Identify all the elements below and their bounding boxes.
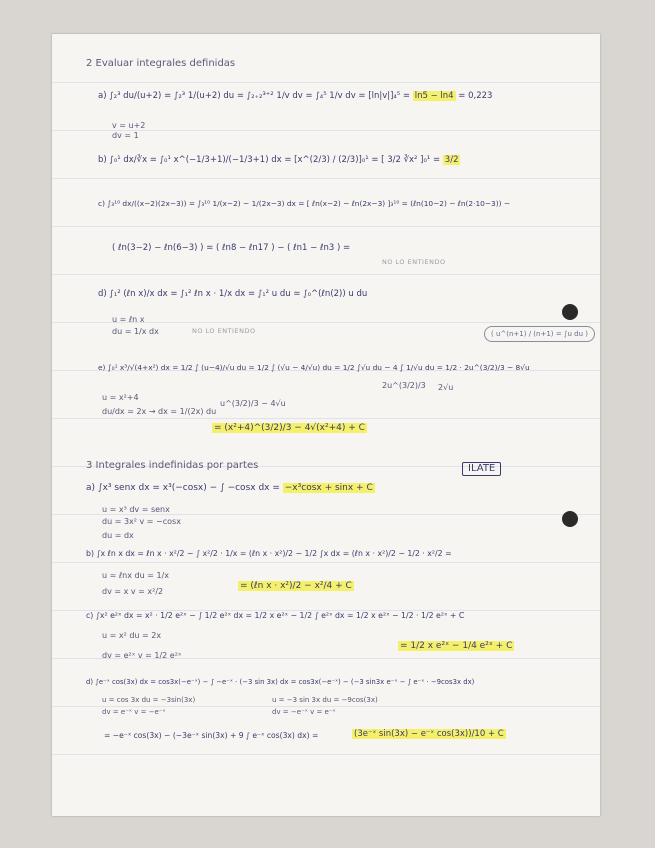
parts-c-result-wrap: [398, 640, 514, 652]
parts-a-sub1: u = x³ dv = senx: [102, 505, 170, 514]
parts-b-sub1: u = ℓnx du = 1/x: [102, 571, 169, 580]
exercise-a-sub1: v = u+2: [112, 121, 146, 130]
exercise-b-line: [98, 154, 460, 166]
parts-d-line: d) ∫e⁻ˣ cos(3x) dx = cos3x(−e⁻ˣ) − ∫ −e⁻ˣ · (−3 sin 3x) dx = cos3x(−e⁻ˣ) − (−3 sin3x e⁻ˣ − ∫ e⁻ˣ · −9cos3x dx): [86, 678, 475, 686]
parts-a-sub2: du = 3x² v = −cosx: [102, 517, 181, 526]
parts-d-result: (3e⁻ˣ sin(3x) − e⁻ˣ cos(3x))/10 + C: [354, 729, 504, 739]
parts-c-line: c) ∫x² e²ˣ dx = x² · 1/2 e²ˣ − ∫ 1/2 e²ˣ dx = 1/2 x e²ˣ − 1/2 ∫ e²ˣ dx = 1/2 x e²ˣ − 1/2 · 1/2 e²ˣ + C: [86, 611, 465, 620]
binder-hole-bottom: [562, 511, 578, 527]
exercise-e-mid1: 2u^(3/2)/3: [382, 381, 426, 390]
section-3-title: 3 Integrales indefinidas por partes: [86, 460, 259, 471]
ilate-box: ILATE: [462, 462, 501, 476]
parts-d-line2: = −e⁻ˣ cos(3x) − (−3e⁻ˣ sin(3x) + 9 ∫ e⁻ˣ cos(3x) dx) =: [104, 731, 319, 740]
exercise-b-result: 3/2: [444, 155, 459, 165]
exercise-c-line2: ( ℓn(3−2) − ℓn(6−3) ) = ( ℓn8 − ℓn17 ) − ( ℓn1 − ℓn3 ) =: [112, 243, 351, 253]
exercise-a-tail: = 0,223: [458, 91, 493, 101]
exercise-a-sub2: dv = 1: [112, 131, 139, 140]
parts-d-result-wrap: [352, 728, 506, 740]
binder-hole-top: [562, 304, 578, 320]
exercise-e-line: e) ∫₀¹ x³/√(4+x²) dx = 1/2 ∫ (u−4)/√u du = 1/2 ∫ (√u − 4/√u) du = 1/2 ∫√u du − 4 ∫ 1/√u du = 1/2 · 2u^(3/2)/3 − 8√u: [98, 363, 530, 372]
parts-a-expression: a) ∫x³ senx dx = x³(−cosx) − ∫ −cosx dx =: [86, 483, 280, 493]
exercise-e-mid2: 2√u: [438, 383, 454, 392]
parts-d-sub4: dv = −e⁻ˣ v = e⁻ˣ: [272, 708, 336, 716]
exercise-e-result: [212, 422, 367, 434]
notebook-page: [52, 34, 600, 816]
exercise-c-note: NO LO ENTIENDO: [382, 258, 446, 266]
parts-c-result: = 1/2 x e²ˣ − 1/4 e²ˣ + C: [400, 641, 513, 651]
parts-b-result-wrap: [238, 580, 354, 592]
parts-d-sub1: u = cos 3x du = −3sin(3x): [102, 696, 196, 704]
parts-a-result: −x³cosx + sinx + C: [284, 483, 373, 493]
exercise-b-expression: b) ∫₀¹ dx/∛x = ∫₀¹ x^(−1/3+1)/(−1/3+1) dx = [x^(2/3) / (2/3)]₀¹ = [ 3/2 ∛x² ]₀¹ =: [98, 155, 441, 165]
exercise-d-side-note: ( u^(n+1) / (n+1) = ∫u du ): [484, 326, 595, 342]
exercise-d-sub1: u = ℓn x: [112, 315, 145, 324]
exercise-c-line1: c) ∫₃¹⁰ dx/((x−2)(2x−3)) = ∫₃¹⁰ 1/(x−2) − 1/(2x−3) dx = [ ℓn(x−2) − ℓn(2x−3) ]₃¹⁰ = (ℓn(10−2) − ℓn(2·10−3)) −: [98, 199, 511, 208]
exercise-e-sub2: du/dx = 2x → dx = 1/(2x) du: [102, 407, 217, 416]
parts-b-sub2: dv = x v = x²/2: [102, 587, 164, 596]
parts-c-sub1: u = x² du = 2x: [102, 631, 162, 640]
exercise-d-sub2: du = 1/x dx: [112, 327, 159, 336]
section-2-title: 2 Evaluar integrales definidas: [86, 58, 236, 69]
parts-d-sub3: u = −3 sin 3x du = −9cos(3x): [272, 696, 378, 704]
exercise-d-line: d) ∫₁² (ℓn x)/x dx = ∫₁² ℓn x · 1/x dx = ∫₁² u du = ∫₀^(ℓn(2)) u du: [98, 289, 368, 299]
parts-d-sub2: dv = e⁻ˣ v = −e⁻ˣ: [102, 708, 166, 716]
parts-a-line: [86, 482, 375, 494]
exercise-a-expression: a) ∫₂³ du/(u+2) = ∫₂³ 1/(u+2) du = ∫₂₊₂³⁺² 1/v dv = ∫₄⁵ 1/v dv = [ln|v|]₄⁵ =: [98, 91, 411, 101]
parts-a-sub3: du = dx: [102, 531, 134, 540]
exercise-a-result: ln5 − ln4: [414, 91, 454, 101]
exercise-e-result-text: = (x²+4)^(3/2)/3 − 4√(x²+4) + C: [214, 423, 365, 433]
exercise-e-step: u^(3/2)/3 − 4√u: [220, 399, 286, 408]
exercise-d-note: NO LO ENTIENDO: [192, 327, 256, 335]
parts-c-sub2: dv = e²ˣ v = 1/2 e²ˣ: [102, 651, 182, 660]
parts-b-result: = (ℓn x · x²)/2 − x²/4 + C: [240, 581, 352, 591]
exercise-e-sub1: u = x²+4: [102, 393, 139, 402]
exercise-a-line: [98, 90, 492, 102]
parts-b-line: b) ∫x ℓn x dx = ℓn x · x²/2 − ∫ x²/2 · 1/x = (ℓn x · x²)/2 − 1/2 ∫x dx = (ℓn x · x²)/2 − 1/2 · x²/2 =: [86, 549, 452, 558]
